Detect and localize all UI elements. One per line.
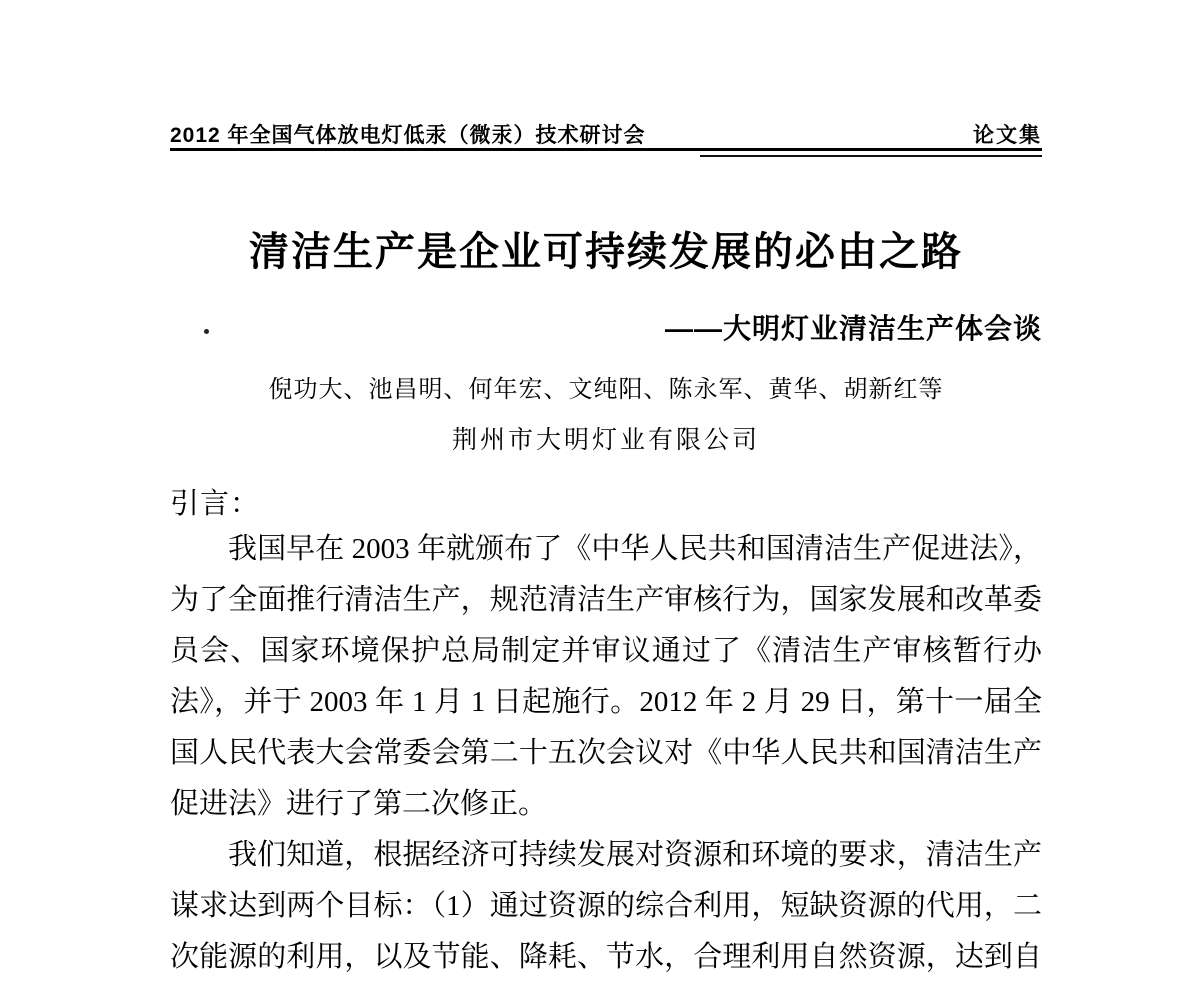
body-line: 为了全面推行清洁生产，规范清洁生产审核行为，国家发展和改革委 [170,584,1042,616]
body-text [170,524,1042,983]
authors-line: 倪功大、池昌明、何年宏、文纯阳、陈永军、黄华、胡新红等 [268,377,944,403]
body-line: 谋求达到两个目标：（1）通过资源的综合利用，短缺资源的代用，二 [170,890,1042,922]
section-heading-introduction: 引言： [170,488,261,520]
body-line: 员会、国家环境保护总局制定并审议通过了《清洁生产审核暂行办 [170,635,1042,667]
header-rule [170,148,1042,151]
header-proceedings-label: 论文集 [973,124,1042,147]
header-rule-secondary [700,155,1042,157]
body-line: 法》，并于 2003 年 1 月 1 日起施行。2012 年 2 月 29 日，第十一届全 [170,686,1042,718]
body-line: 我们知道，根据经济可持续发展对资源和环境的要求，清洁生产 [228,839,1042,871]
paper-title: 清洁生产是企业可持续发展的必由之路 [249,230,963,274]
affiliation-line: 荆州市大明灯业有限公司 [451,427,760,454]
body-line: 国人民代表大会常委会第二十五次会议对《中华人民共和国清洁生产 [170,737,1042,769]
paper-subtitle: ——大明灯业清洁生产体会谈 [664,313,1042,344]
scan-artifact-dot [204,329,209,334]
body-line: 促进法》进行了第二次修正。 [170,788,548,820]
header-conference-title: 2012 年全国气体放电灯低汞（微汞）技术研讨会 [170,124,646,147]
body-line: 我国早在 2003 年就颁布了《中华人民共和国清洁生产促进法》， [228,533,1042,565]
body-line: 次能源的利用，以及节能、降耗、节水，合理利用自然资源，达到自 [170,941,1042,973]
